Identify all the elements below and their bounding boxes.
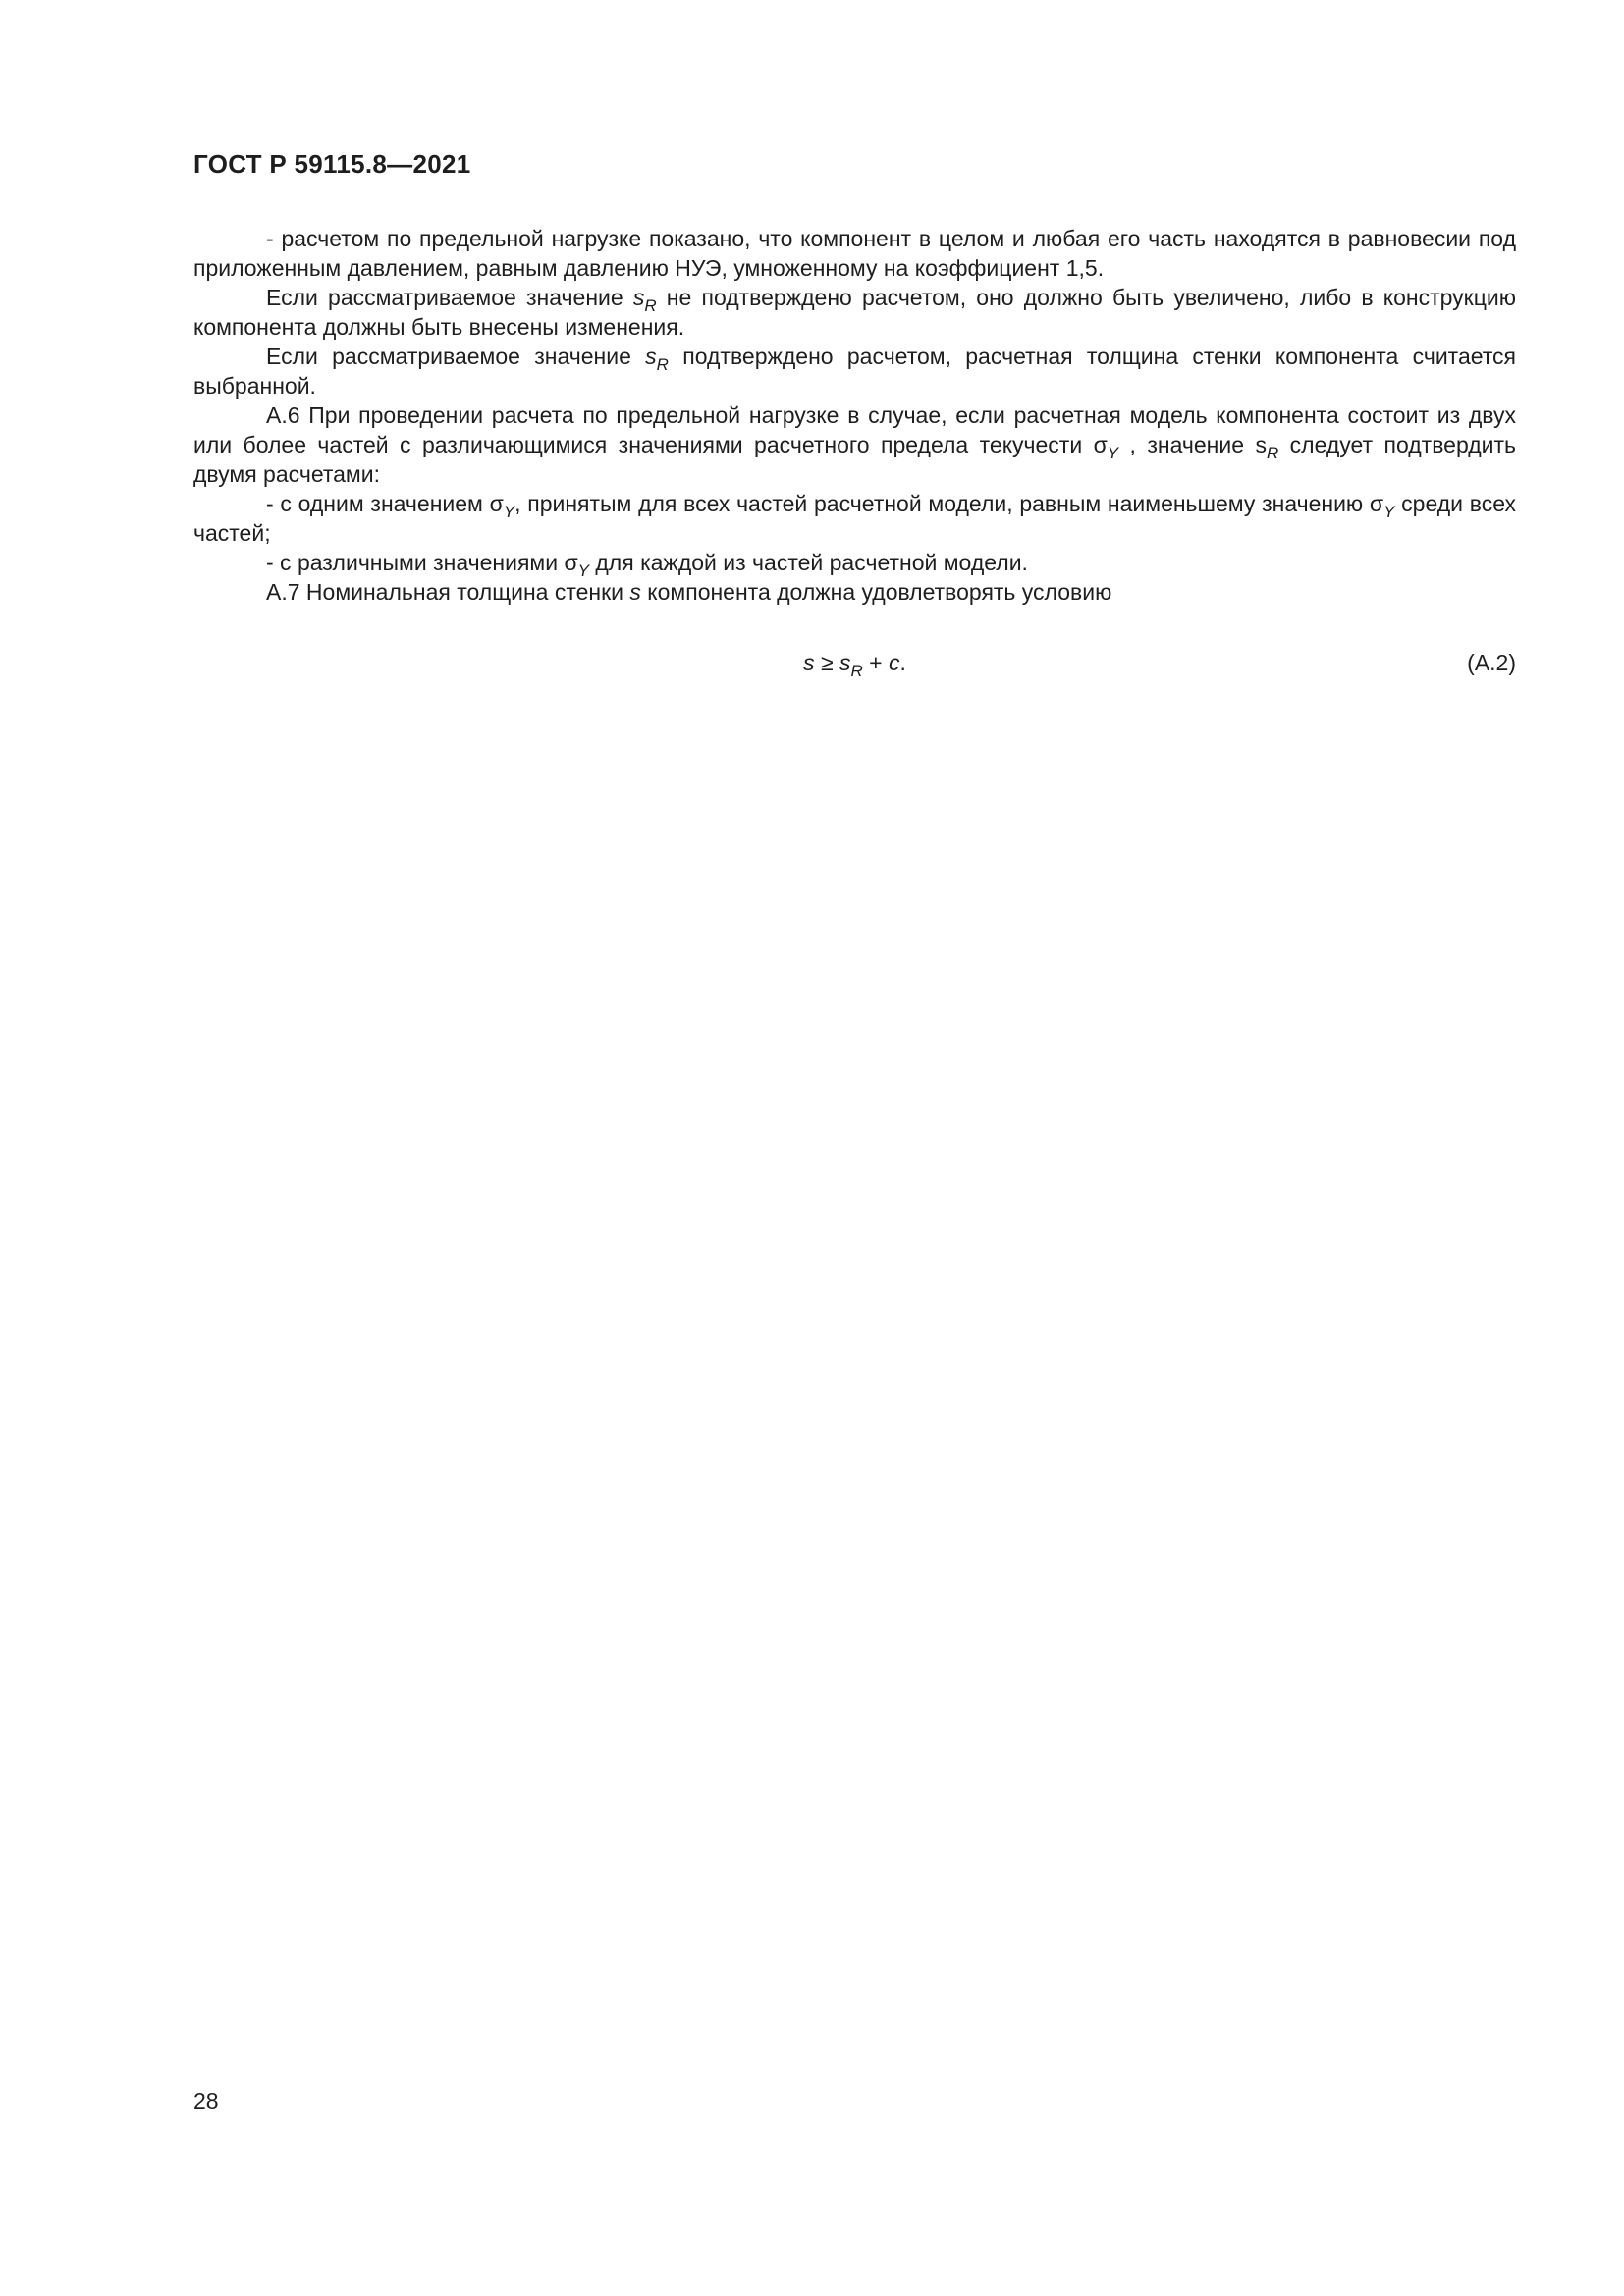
paragraph-text: - с различными значениями σ [266,550,578,575]
paragraph-text: А.6 При проведении расчета по предельной нагрузке в случае, если расчетная модель компонента состоит из двух или более частей с различающимися значениями расчетного предела текучести σ [193,402,1516,457]
paragraph-text: следует подтвердить двумя расчетами: [193,432,1517,487]
subscript-r: R [656,355,669,374]
document-body [193,224,1516,607]
paragraph-sr-confirmed [193,342,1516,400]
paragraph-text: Если рассматриваемое значение [266,344,646,369]
variable-s: s [632,285,645,310]
paragraph-text: для каждой из частей расчетной модели. [589,550,1028,575]
paragraph-text: , принятым для всех частей расчетной модели, равным наименьшему значению σ [514,491,1384,516]
formula-lhs: s [803,650,815,675]
formula-plus: + [862,650,889,675]
page-number: 28 [193,2088,219,2113]
paragraph-limit-load-result: - расчетом по предельной нагрузке показано, что компонент в целом и любая его часть находятся в равновесии под приложенным давлением, равным давлению НУЭ, умноженному на коэффициент 1,5. [193,226,1516,281]
paragraph-a6 [193,400,1516,489]
paragraph-text: не подтверждено расчетом, оно должно быть увеличено, либо в конструкцию компонента должны быть внесены изменения. [193,285,1516,340]
subscript-r: R [1266,444,1279,462]
formula-a2 [193,650,1516,685]
formula-expression [193,650,1516,680]
paragraph-sr-not-confirmed [193,283,1516,342]
paragraph-text: , значение s [1118,432,1267,457]
paragraph-text: среди всех частей; [193,491,1516,546]
formula-period: . [899,650,906,675]
variable-s: s [645,344,657,369]
document-code-header: ГОСТ Р 59115.8—2021 [193,149,471,179]
subscript-r: R [644,296,657,315]
paragraph-text: компонента должна удовлетворять условию [640,579,1112,605]
paragraph-a7 [193,577,1516,607]
subscript-y: Y [1107,444,1119,462]
paragraph-text: - с одним значением σ [266,491,504,516]
formula-rhs-subscript: R [850,662,863,680]
subscript-y: Y [1383,503,1395,521]
formula-c: c [889,650,900,675]
formula-operator: ≥ [814,650,839,675]
formula-number: (А.2) [1467,650,1516,675]
subscript-y: Y [577,561,589,580]
paragraph-different-sigma [193,548,1516,580]
paragraph-text: А.7 Номинальная толщина стенки [266,579,630,605]
variable-s: s [629,579,641,605]
formula-rhs-var: s [839,650,851,675]
paragraph-single-sigma [193,489,1516,548]
paragraph-text: подтверждено расчетом, расчетная толщина стенки компонента считается выбранной. [193,344,1516,399]
paragraph-text: Если рассматриваемое значение [266,285,633,310]
subscript-y: Y [503,503,515,521]
